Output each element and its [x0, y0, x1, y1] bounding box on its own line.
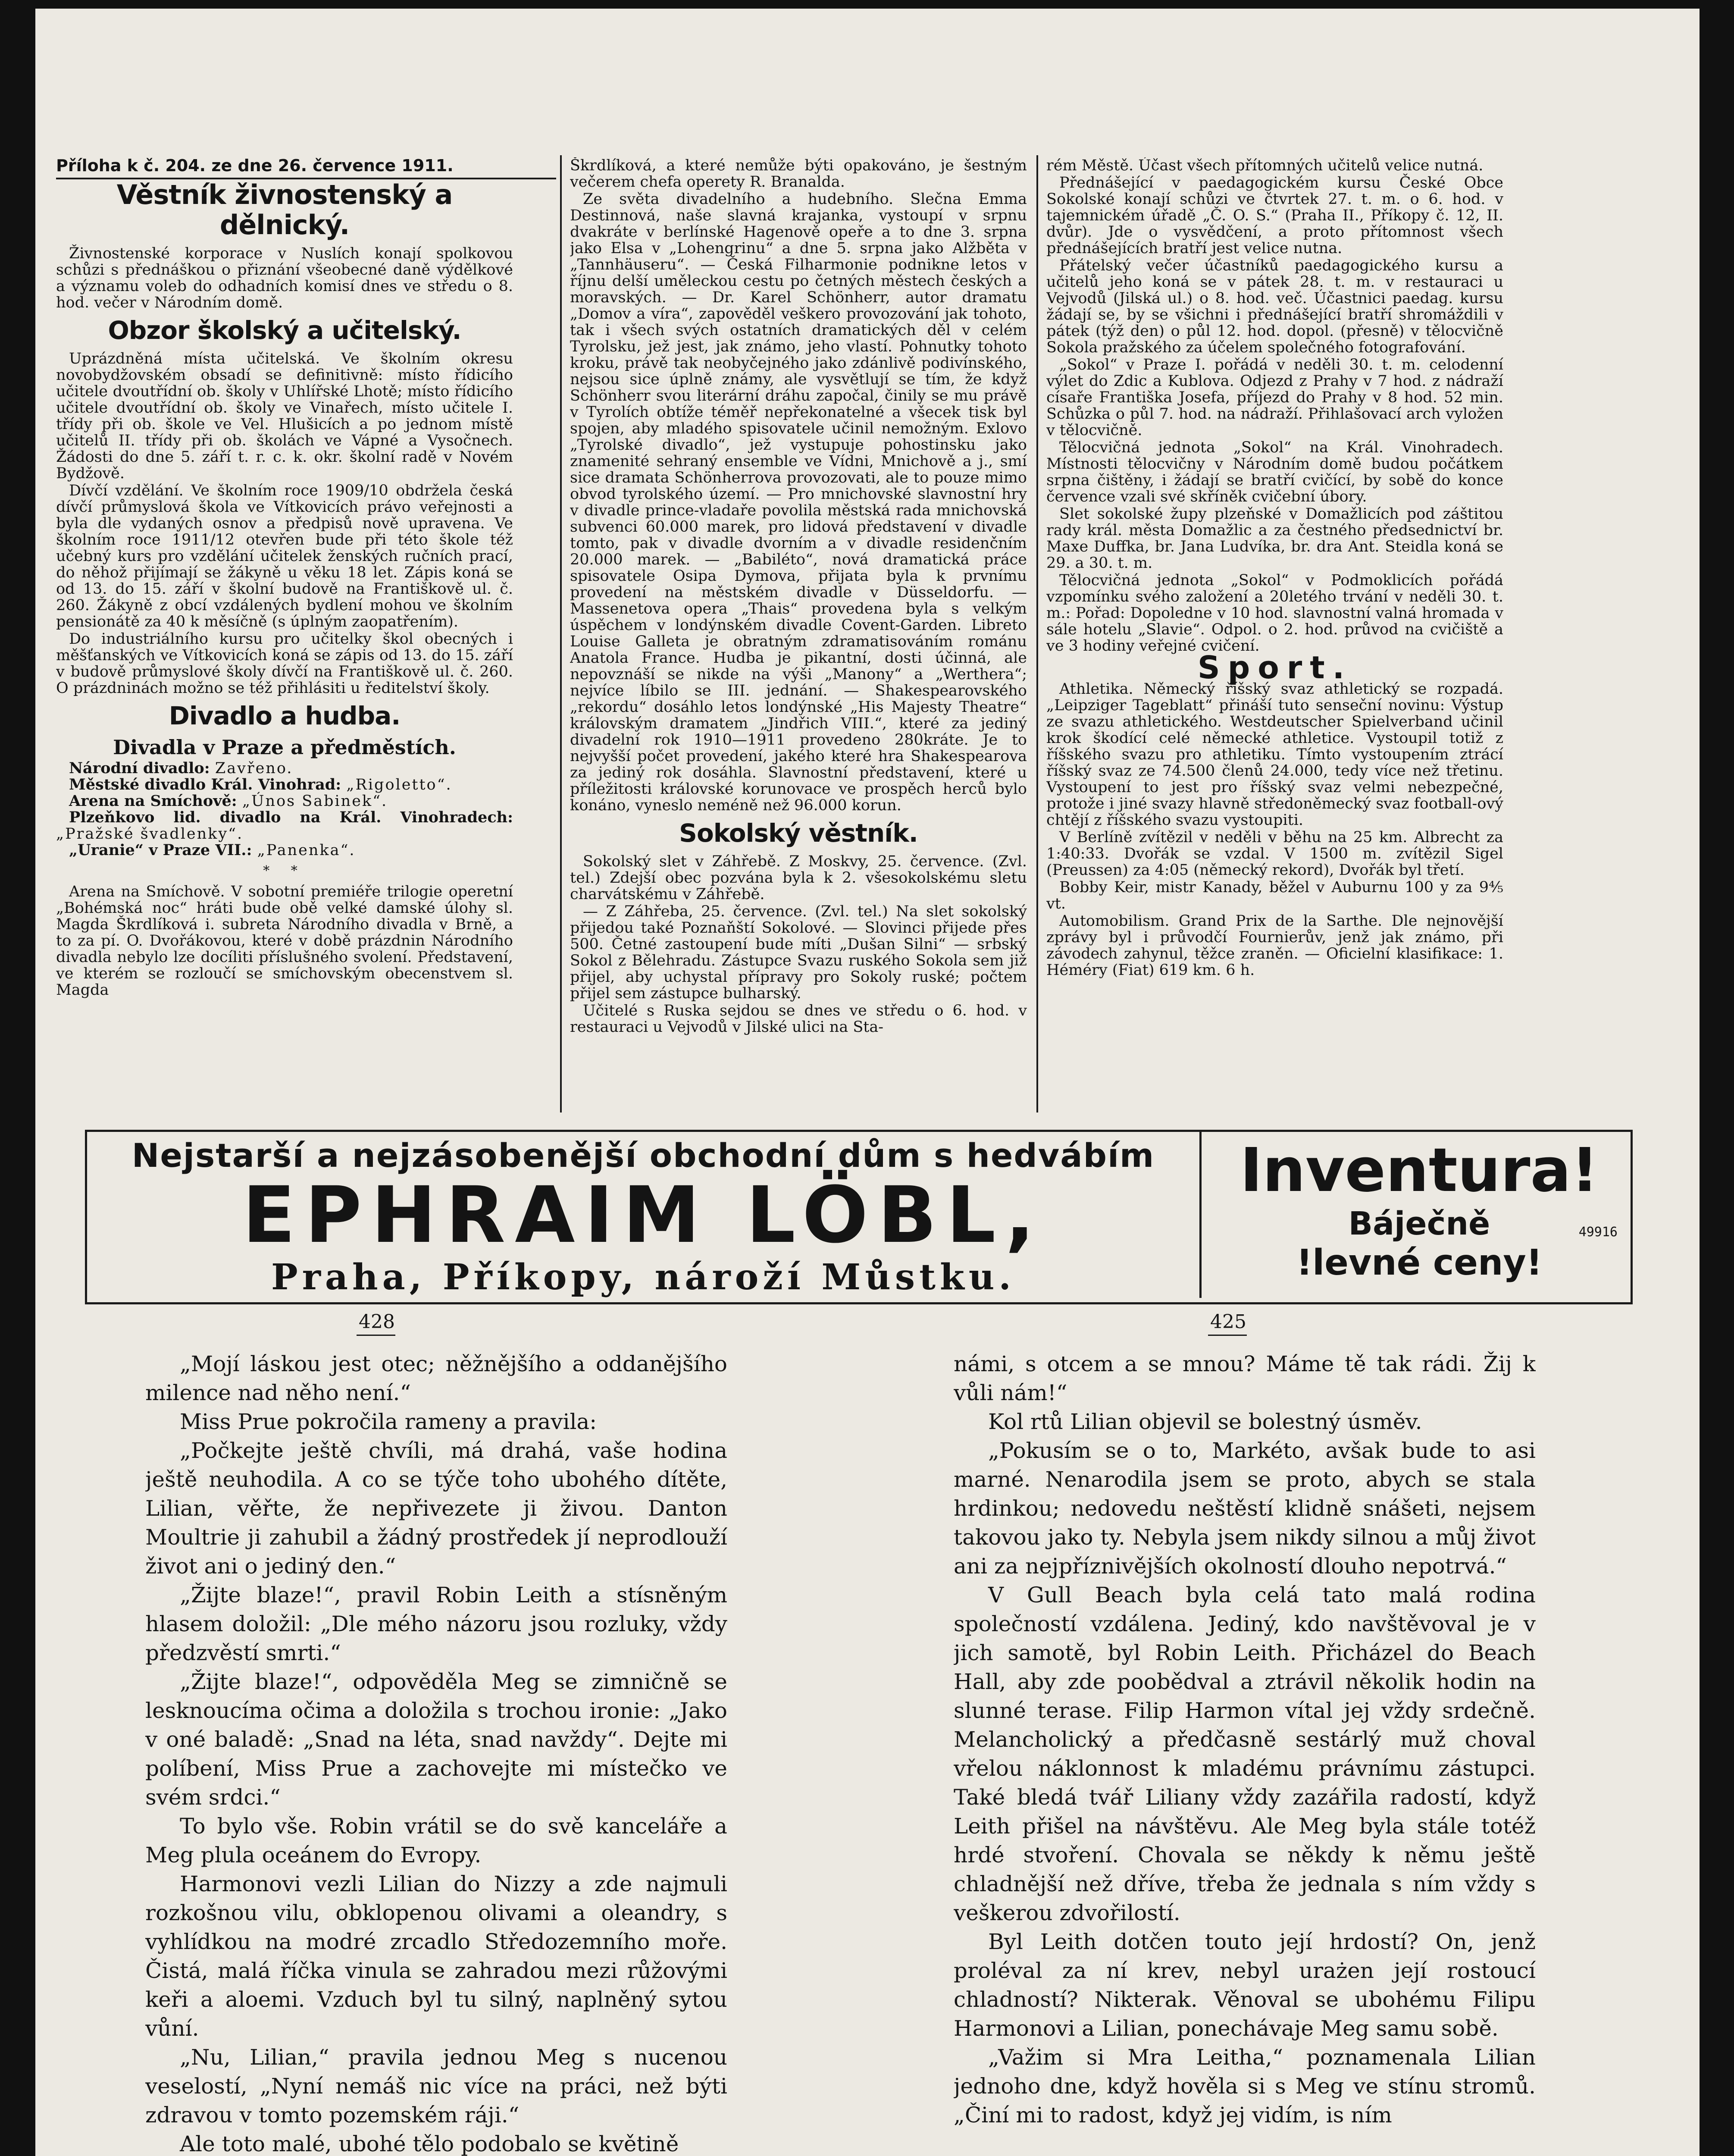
novel-paragraph: „Važim si Mra Leitha,“ poznamenala Lilian jednoho dne, když hověla si s Meg ve stínu stromů. „Činí mi to radost, když jej vidím, is ním [954, 2045, 1536, 2128]
article-text: Tělocvičná jednota „Sokol“ na Král. Vinohradech. Místnosti tělocvičny v Národním domě budou počátkem srpna čištěny, i žádají se bratří cvičící, by sobě do konce července vzali své skříněk cvičební úbory. [1046, 439, 1503, 505]
separator: * * [263, 863, 306, 878]
article-text: „Sokol“ v Praze I. pořádá v neděli 30. t. m. celodenní výlet do Zdic a Kublova. Odjezd z Prahy v 7 hod. z nádraží císaře Františka Josefa, příjezd do Prahy v 8 hod. 52 min. Schůzka o půl 7. hod. na nádraží. Přihlašovací arch vyložen v tělocvičně. [1046, 356, 1503, 439]
article-text: Uprázdněná místa učitelská. Ve školním okresu novobydžovském obsadí se definitivně: místo řídicího učitele dvoutřídní ob. školy v Uhlířské Lhotě; místo řídicího učitele dvoutřídní ob. školy ve Vinařech, místo učitele I. třídy při ob. škole ve Vel. Hlušicích a po jednom místě učitelů II. třídy při ob. školách ve Vápné a Vysočnech. Žádosti do dne 5. září t. r. c. k. okr. školní radě v Novém Bydžově. [56, 350, 513, 482]
subsection-heading: Divadla v Praze a předměstích. [113, 736, 456, 759]
theatre-listing: Národní divadlo: Zavřeno. [69, 759, 293, 777]
article-text: Athletika. Německý říšský svaz athletický se rozpadá. „Leipziger Tageblatt“ přináší tuto senseční novinu: Výstup ze svazu athletického. Westdeutscher Spielverband učinil krok škodící celé německé athletice. Vystoupil totiž z říšského svazu pro athletiku. Tímto vystoupením ztrácí říšský svaz ze 74.500 členů 24.000, tedy více než třetinu. Vystoupení to jest pro říšský svaz velmi nebezpečné, protože i jiné svazy hlavně středoněmecký svaz football-ový chtějí z říšského svazu vystoupiti. [1046, 680, 1503, 829]
ad-inventory-title: Inventura! [1240, 1135, 1599, 1206]
ad-brand: EPHRAIM LÖBL, [242, 1170, 1044, 1260]
novel-paragraph: Harmonovi vezli Lilian do Nizzy a zde najmuli rozkošnou vilu, obklopenou olivami a oleandry, s vyhlídkou na modré zrcadlo Středozemního moře. Čistá, malá říčka vinula se zahradou mezi růžovými keři a aloemi. Vzduch byl tu silný, naplněný sytou vůní. [145, 1871, 727, 2041]
ad-left [100, 1136, 1186, 1298]
article-text: Učitelé s Ruska sejdou se dnes ve středu o 6. hod. v restauraci u Vejvodů v Jilské ulici na Sta- [570, 1002, 1027, 1036]
article-text: Dívčí vzdělání. Ve školním roce 1909/10 obdržela česká dívčí průmyslová škola ve Vítkovicích právo veřejnosti a byla dle vydaných osnov a předpisů nově upravena. Ve školním roce 1911/12 otevřen bude při této škole též učebný kurs pro vzdělání učitelek ženských ručních prací, do něhož přijímají se žákyně u věku 18 let. Zápis koná se od 13. do 15. září v školní budově na Františkově ul. č. 260. Žákyně z obcí vzdálených bydlení mohou ve školním pensionátě za 40 k měsíčně (s úplným zaopatřením). [56, 482, 513, 630]
novel-paragraph: „Žijte blaze!“, odpověděla Meg se zimničně se lesknoucíma očima a doložila s trochou ironie: „Jako v oné baladě: „Snad na léta, snad navždy“. Dejte mi políbení, Miss Prue a zachovejte mi místečko ve svém srdci.“ [145, 1669, 727, 1810]
novel-paragraph: námi, s otcem a se mnou? Máme tě tak rádi. Žij k vůli nám!“ [954, 1351, 1536, 1405]
article-text: — Z Záhřeba, 25. července. (Zvl. tel.) Na slet sokolský přijedou také Poznaňští Sokolové. — Slovinci přijede přes 500. Četné zastoupení bude míti „Dušan Silni“ — srbský Sokol z Bělehradu. Zástupce Svazu ruského Sokola sem již přijel, aby uchystal přípravy pro Sokoly ruské; počtem přijel sem zástupce bulharský. [570, 903, 1027, 1002]
ad-slogan: Báječně [1348, 1205, 1490, 1242]
theatre-listing: „Uranie“ v Praze VII.: „Panenka“. [69, 841, 356, 859]
novel-paragraph: „Nu, Lilian,“ pravila jednou Meg s nucenou veselostí, „Nyní nemáš nic více na práci, než býti zdravou v tomto pozemském ráji.“ [145, 2045, 727, 2128]
supplement-header: Příloha k č. 204. ze dne 26. července 1911. [56, 157, 454, 175]
article-text: Arena na Smíchově. V sobotní premiéře trilogie operetní „Bohémská noc“ hráti bude obě velké damské úlohy sl. Magda Škrdlíková i. subreta Národního divadla v Brně, a to za pí. O. Dvořákovou, které v době prázdnin Národního divadla nebylo lze docíliti příslušného svolení. Představení, ve kterém se rozloučí se smíchovským obecenstvem sl. Magda [56, 883, 513, 999]
article-text: rém Městě. Účast všech přítomných učitelů velice nutná. [1046, 157, 1484, 174]
theatre-listing: Arena na Smíchově: „Únos Sabinek“. [69, 792, 388, 810]
novel-paragraph: „Počkejte ještě chvíli, má drahá, vaše hodina ještě neuhodila. A co se týče toho ubohého dítěte, Lilian, věřte, že nepřivezete ji živou. Danton Moultrie ji zahubil a žádný prostředek jí neprodlouží život ani o jediný den.“ [145, 1438, 727, 1579]
article-text: Škrdlíková, a které nemůže býti opakováno, je šestným večerem chefa operety R. Branalda. [570, 157, 1027, 191]
article-text: Živnostenské korporace v Nuslích konají spolkovou schůzi s přednáškou o přiznání všeobecné daně výdělkové a významu voleb do odhadních komisí dnes ve středu o 8. hod. večer v Národním domě. [56, 245, 513, 311]
advertisement [85, 1130, 1633, 1304]
novel-right-page [954, 1350, 1536, 2156]
theatre-listing: Městské divadlo Král. Vinohrad: „Rigoletto“. [69, 776, 452, 793]
article-text: Sokolský slet v Záhřebě. Z Moskvy, 25. července. (Zvl. tel.) Zdejší obec pozvána byla k 2. všesokolskému sletu charvátskému v Záhřebě. [570, 853, 1027, 903]
novel-paragraph: Ale toto malé, ubohé tělo podobalo se květině [180, 2131, 679, 2156]
ad-tagline: Nejstarší a nejzásobenější obchodní dům s hedvábím [131, 1136, 1155, 1175]
theatre-listing: Plzeňkovo lid. divadlo na Král. Vinohradech: „Pražské švadlenky“. [56, 808, 513, 843]
novel-left-page [145, 1350, 727, 2156]
newspaper-column-3 [1046, 157, 1503, 1100]
article-text: V Berlíně zvítězil v neděli v běhu na 25 km. Albrecht za 1:40:33. Dvořák se vzdal. V 1500 m. zvítězil Sigel (Preussen) za 4:05 (německý rekord), Dvořák byl třetí. [1046, 829, 1503, 879]
section-heading: Divadlo a hudba. [169, 701, 401, 730]
section-heading: Věstník živnostenský a dělnický. [116, 179, 453, 241]
ad-price-slogan: !levné ceny! [1296, 1242, 1543, 1283]
left-page-number: 428 [359, 1311, 395, 1333]
section-heading: Obzor školský a učitelský. [108, 316, 461, 345]
page-number-rule [357, 1335, 395, 1336]
novel-paragraph: V Gull Beach byla celá tato malá rodina společností vzdálena. Jediný, kdo navštěvoval je v jich samotě, byl Robin Leith. Přicházel do Beach Hall, aby zde poobědval a ztrávil několik hodin na slunné terase. Filip Harmon vítal jej vždy srdečně. Melancholický a předčasně sestárlý muž choval vřelou náklonnost k mladému právnímu zástupci. Také bledá tvář Liliany vždy zazářila radostí, když Leith přišel na návštěvu. Ale Meg byla stále totéž hrdé stvoření. Chovala se někdy k němu ještě chladnější než dříve, třeba že jednala s ním vždy s veškerou zdvořilostí. [954, 1583, 1536, 1925]
novel-paragraph: Miss Prue pokročila rameny a pravila: [180, 1409, 597, 1434]
article-text: Tělocvičná jednota „Sokol“ v Podmoklicích pořádá vzpomínku svého založení a 20letého trvání v neděli 30. t. m.: Pořad: Dopoledne v 10 hod. slavnostní valná hromada v sále hotelu „Slavie“. Odpol. o 2. hod. průvod na cvičiště a ve 3 hodiny veřejné cvičení. [1046, 572, 1503, 655]
ad-address: Praha, Příkopy, nároží Můstku. [271, 1257, 1015, 1298]
ad-code: 49916 [1578, 1225, 1618, 1240]
column-rule [560, 155, 562, 1112]
novel-paragraph: „Žijte blaze!“, pravil Robin Leith a stísněným hlasem doložil: „Dle mého názoru jsou rozluky, vždy předzvěstí smrti.“ [145, 1583, 727, 1665]
newspaper-column-1 [56, 157, 513, 1100]
page-number-rule [1208, 1335, 1247, 1336]
newspaper-column-2 [570, 157, 1027, 1100]
article-text: Slet sokolské župy plzeňské v Domažlicích pod záštitou rady král. města Domažlic a za čestného předsednictví br. Maxe Duffka, br. Jana Ludvíka, br. dra Ant. Steidla koná se 29. a 30. t. m. [1046, 505, 1503, 572]
novel-paragraph: „Mojí láskou jest otec; něžnějšího a oddanějšího milence nad něho není.“ [145, 1351, 727, 1405]
novel-paragraph: Kol rtů Lilian objevil se bolestný úsměv. [988, 1409, 1422, 1434]
article-text: Automobilism. Grand Prix de la Sarthe. Dle nejnovější zprávy byl i průvodčí Fournierův, jenž jak známo, při závodech zahynul, těžce zraněn. — Oficielní klasifikace: 1. Héméry (Fiat) 619 km. 6 h. [1046, 912, 1503, 979]
novel-paragraph: Byl Leith dotčen touto její hrdostí? On, jenž proléval za ní krev, nebyl urażen její rostoucí chladností? Nikterak. Věnoval se ubohému Filipu Harmonovi a Lilian, ponechávaje Meg samu sobě. [954, 1929, 1536, 2041]
novel-paragraph: „Pokusím se o to, Markéto, avšak bude to asi marné. Nenarodila jsem se proto, abych se stala hrdinkou; nedovedu neštěstí klidně snášeti, nejsem takovou jako ty. Nebyla jsem nikdy silnou a můj život ani za nejpříznivějších okolností dlouho nepotrvá.“ [954, 1438, 1536, 1579]
right-page-number: 425 [1210, 1311, 1246, 1333]
section-heading-sport: Sport. [1197, 649, 1352, 686]
column-rule [1036, 155, 1038, 1112]
ad-divider [1199, 1132, 1210, 1298]
article-text: Bobby Keir, mistr Kanady, běžel v Auburnu 100 y za 9⁴⁄₅ vt. [1046, 879, 1503, 912]
article-text: Do industriálního kursu pro učitelky škol obecných i měšťanských ve Vítkovicích koná se zápis od 13. do 15. září v budově průmyslové školy dívčí na Františkově ul. č. 260. O prázdninách možno se též přihlásiti u ředitelství školy. [56, 630, 513, 697]
novel-paragraph: To bylo vše. Robin vrátil se do svě kanceláře a Meg plula oceánem do Evropy. [145, 1814, 727, 1868]
article-text: Ze světa divadelního a hudebního. Slečna Emma Destinnová, naše slavná krajanka, vystoupí v srpnu dvakráte v berlínské Hagenově opeře a to dne 3. srpna jako Elsa v „Lohengrinu“ a dne 5. srpna jako Alžběta v „Tannhäuseru“. — Česká Filharmonie podnikne letos v říjnu delší uměleckou cestu po četných městech českých a moravských. — Dr. Karel Schönherr, autor dramatu „Domov a víra“, zapověděl veškero provozování jak tohoto, tak i všech svých ostatních dramatických děl v celém Tyrolsku, jež jest, jak známo, jeho vlastí. Pohnutky tohoto kroku, právě tak neobyčejného jako zdánlivě podivínského, nejsou sice úplně známy, ale vysvětlují se tím, že když Schönherr svou literární dráhu započal, činily se mu právě v Tyrolích obtíže téměř nepřekonatelné a všecek tisk byl spojen, aby mladého spisovatele učinil nemožným. Exlovo „Tyrolské divadlo“, jež vystupuje pohostinsku jako znamenité sehraný ensemble ve Vídni, Mnichově a j., smí sice dramata Schönherrova provozovati, ale to pouze mimo obvod tyrolského území. — Pro mnichovské slavnostní hry v divadle prince-vladaře povolila městská rada mnichovská subvenci 60.000 marek, pro lidová představení v divadle tomto, pak v divadle dvorním a v divadle residenčním 20.000 marek. — „Babiléto“, nová dramatická práce spisovatele Osipa Dymova, přijata byla k prvnímu provedení na městském divadle v Düsseldorfu. — Massenetova opera „Thais“ provedena byla s velkým úspěchem v londýnském divadle Covent-Garden. Libreto Louise Galleta je obratným zdramatisováním románu Anatola France. Hudba je pikantní, dosti účinná, ale nepovznáší se nikde na výši „Manony“ a „Werthera“; nejvíce líbilo se III. jednání. — Shakespearovského „rekordu“ dosáhlo letos londýnské „His Majesty Theatre“ královským dramatem „Jindřich VIII.“, které za jediný divadelní rok 1910—1911 provedeno 280kráte. Je to nejvyšší počet provedení, jakého které hra Shakespearova za jediný rok dosáhla. Slavnostní představení, které u příležitosti královské korunovace ve prospěch herců bylo konáno, vyneslo neméně než 96.000 korun. [570, 191, 1027, 814]
article-text: Přednášející v paedagogickém kursu České Obce Sokolské konají schůzi ve čtvrtek 27. t. m. o 6. hod. v tajemnickém úřadě „Č. O. S.“ (Praha II., Příkopy č. 12, II. dvůr). Jde o vysvědčení, a proto přítomnost všech přednášejících bratří jest velice nutna. [1046, 174, 1503, 257]
article-text: Přátelský večer účastníků paedagogického kursu a učitelů jeho koná se v pátek 28. t. m. v restauraci u Vejvodů (Jilská ul.) o 8. hod. več. Účastnici paedag. kursu žádají se, by se všichni i přednášející bratří shromáždili v pátek (týž den) o půl 12. hod. dopol. (přesně) v tělocvičně Sokola pražského za účelem společného fotografování. [1046, 257, 1503, 356]
ad-right [1225, 1136, 1613, 1283]
scanned-page [35, 9, 1700, 2156]
section-heading: Sokolský věstník. [679, 818, 918, 848]
